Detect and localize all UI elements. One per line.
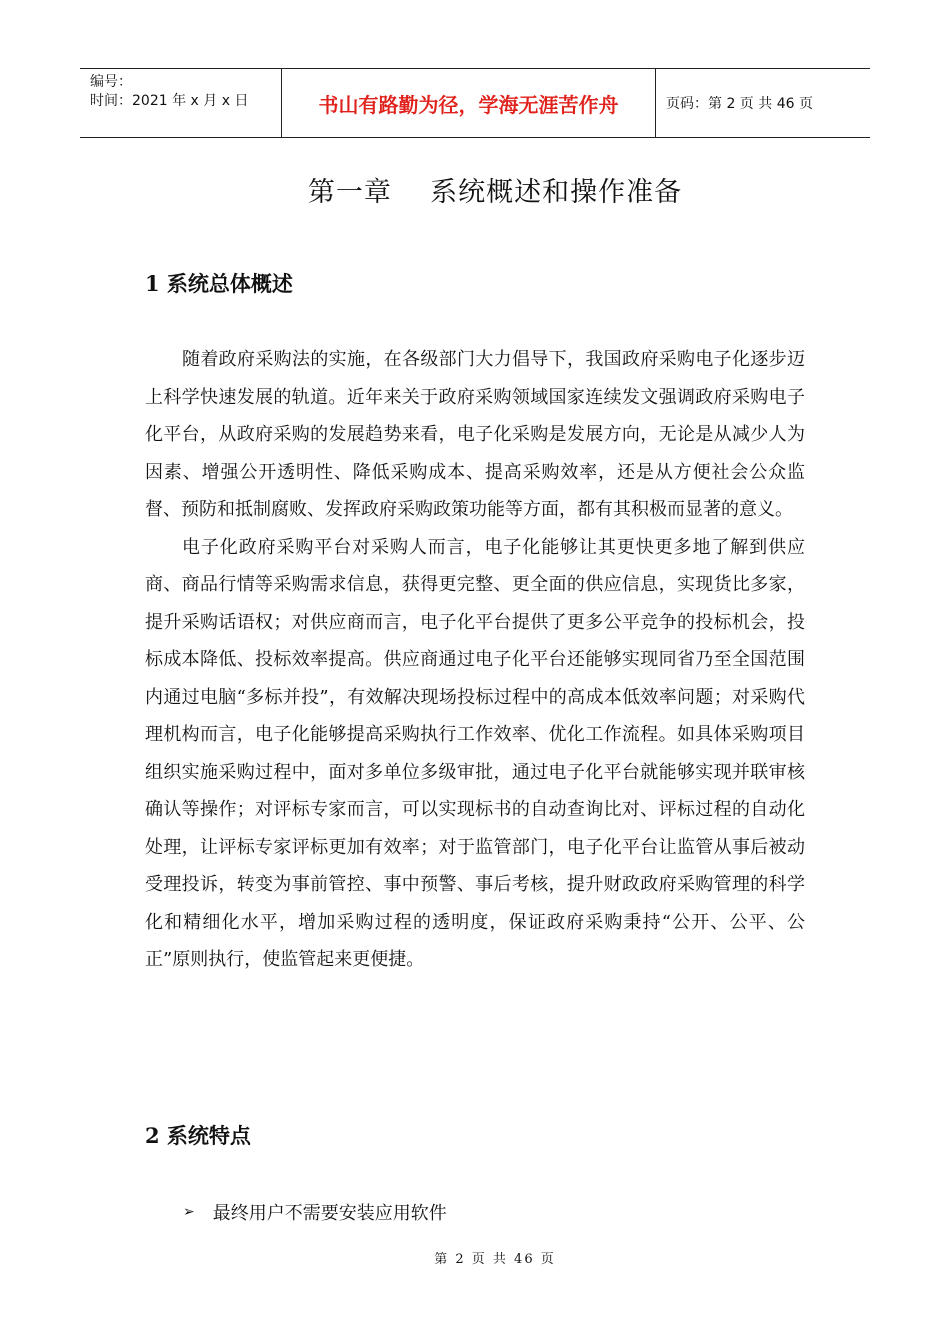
- chapter-title: 第一章 系统概述和操作准备: [307, 177, 683, 208]
- page-footer: 第 2 页 共 46 页: [434, 1252, 556, 1267]
- header-motto: 书山有路勤为径，学海无涯苦作舟: [281, 69, 656, 137]
- list-item-text: 最终用户不需要安装应用软件: [212, 1203, 447, 1224]
- paragraph: 随着政府采购法的实施，在各级部门大力倡导下，我国政府采购电子化逐步迈上科学快速发展的轨道。近年来关于政府采购领域国家连续发文强调政府采购电子化平台，从政府采购的发展趋势来看，电子化采购是发展方向，无论是从减少人为因素、增强公开透明性、降低采购成本、提高采购效率，还是从方便社会公众监督、预防和抵制腐败、发挥政府采购政策功能等方面，都有其积极而显著的意义。: [145, 349, 805, 520]
- section-body: [145, 341, 805, 979]
- serial-label: 编号：: [90, 74, 132, 90]
- page-header: [80, 68, 870, 138]
- section-heading: 2 系统特点: [145, 1123, 251, 1148]
- paragraph: 电子化政府采购平台对采购人而言，电子化能够让其更快更多地了解到供应商、商品行情等采购需求信息，获得更完整、更全面的供应信息，实现货比多家，提升采购话语权；对供应商而言，电子化平台提供了更多公平竞争的投标机会，投标成本降低、投标效率提高。供应商通过电子化平台还能够实现同省乃至全国范围内通过电脑“多标并投”，有效解决现场投标过程中的高成本低效率问题；对采购代理机构而言，电子化能够提高采购执行工作效率、优化工作流程。如具体采购项目组织实施采购过程中，面对多单位多级审批，通过电子化平台就能够实现并联审核确认等操作；对评标专家而言，可以实现标书的自动查询比对、评标过程的自动化处理，让评标专家评标更加有效率；对于监管部门，电子化平台让监管从事后被动受理投诉，转变为事前管控、事中预警、事后考核，提升财政政府采购管理的科学化和精细化水平，增加采购过程的透明度，保证政府采购秉持“公开、公平、公正”原则执行，使监管起来更便捷。: [145, 536, 805, 970]
- section-heading: 1 系统总体概述: [145, 271, 293, 296]
- header-meta: [80, 69, 281, 137]
- list-item: [183, 1199, 447, 1225]
- time-label: 时间：2021 年 x 月 x 日: [90, 93, 249, 109]
- header-page-info: 页码：第 2 页 共 46 页: [666, 96, 813, 112]
- arrow-bullet-icon: ➢: [183, 1204, 195, 1220]
